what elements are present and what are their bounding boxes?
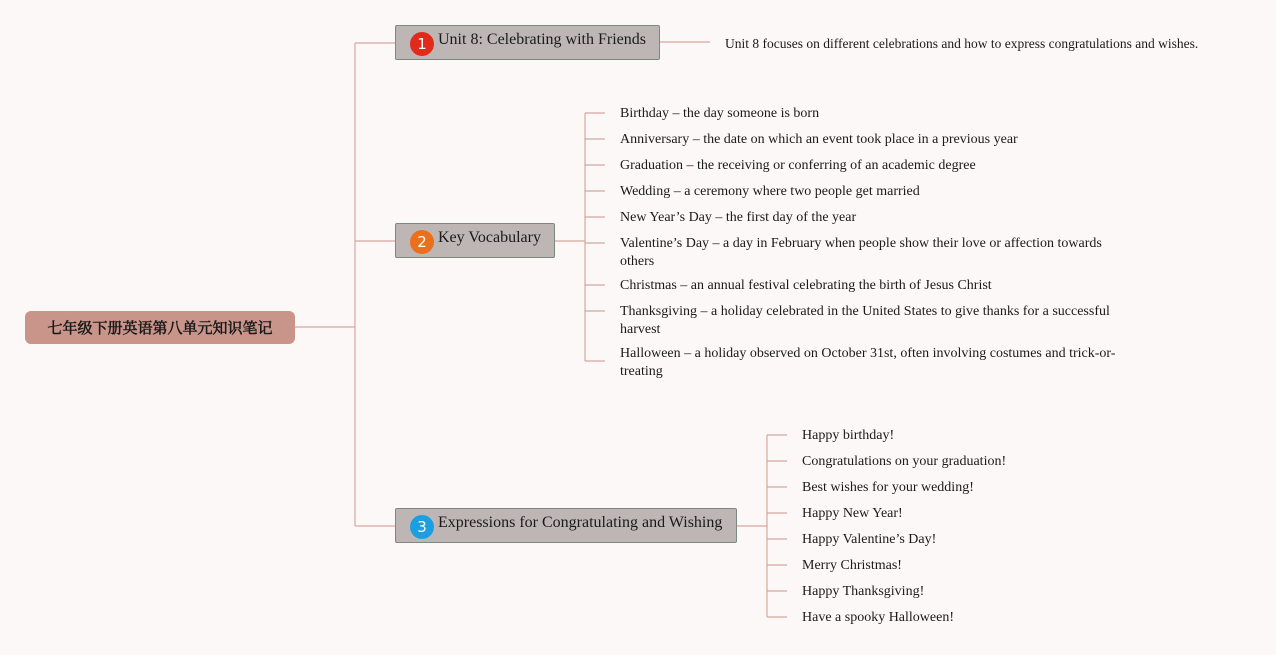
vocab-item-christmas[interactable]: Christmas – an annual festival celebrating the birth of Jesus Christ xyxy=(620,278,992,293)
branch-unit-overview-label: Unit 8: Celebrating with Friends xyxy=(438,31,646,48)
root-topic-label: 七年级下册英语第八单元知识笔记 xyxy=(47,319,273,337)
expression-happy-birthday[interactable]: Happy birthday! xyxy=(802,428,895,443)
vocab-item-birthday[interactable]: Birthday – the day someone is born xyxy=(620,106,820,121)
number-badge-1: 1 xyxy=(410,32,434,56)
expression-valentines-day[interactable]: Happy Valentine’s Day! xyxy=(802,532,937,547)
vocab-item-wedding[interactable]: Wedding – a ceremony where two people get married xyxy=(620,184,920,199)
vocab-item-new-years-day[interactable]: New Year’s Day – the first day of the year xyxy=(620,210,857,225)
expression-new-year[interactable]: Happy New Year! xyxy=(802,506,903,521)
expression-christmas[interactable]: Merry Christmas! xyxy=(802,558,902,573)
branch-unit-overview[interactable] xyxy=(395,25,660,60)
number-badge-2: 2 xyxy=(410,230,434,254)
vocab-item-valentines-day[interactable]: Valentine’s Day – a day in February when people show their love or affection towards others xyxy=(620,236,1102,269)
expression-graduation[interactable]: Congratulations on your graduation! xyxy=(802,454,1007,469)
vocab-item-anniversary[interactable]: Anniversary – the date on which an event took place in a previous year xyxy=(620,132,1018,147)
branch-expressions[interactable] xyxy=(395,508,737,543)
expression-wedding[interactable]: Best wishes for your wedding! xyxy=(802,480,974,495)
branch-expressions-label: Expressions for Congratulating and Wishing xyxy=(438,514,723,531)
unit-summary-text[interactable]: Unit 8 focuses on different celebrations and how to express congratulations and wishes. xyxy=(725,36,1199,51)
vocab-item-graduation[interactable]: Graduation – the receiving or conferring of an academic degree xyxy=(620,158,976,173)
expression-thanksgiving[interactable]: Happy Thanksgiving! xyxy=(802,584,925,599)
expression-halloween[interactable]: Have a spooky Halloween! xyxy=(802,610,955,625)
branch-key-vocabulary-label: Key Vocabulary xyxy=(438,229,541,246)
root-topic[interactable] xyxy=(25,311,295,344)
vocab-item-thanksgiving[interactable]: Thanksgiving – a holiday celebrated in the United States to give thanks for a successful harvest xyxy=(620,304,1110,337)
branch-key-vocabulary[interactable] xyxy=(395,223,555,258)
vocab-item-halloween[interactable]: Halloween – a holiday observed on October 31st, often involving costumes and trick-or-treating xyxy=(620,346,1116,379)
number-badge-3: 3 xyxy=(410,515,434,539)
